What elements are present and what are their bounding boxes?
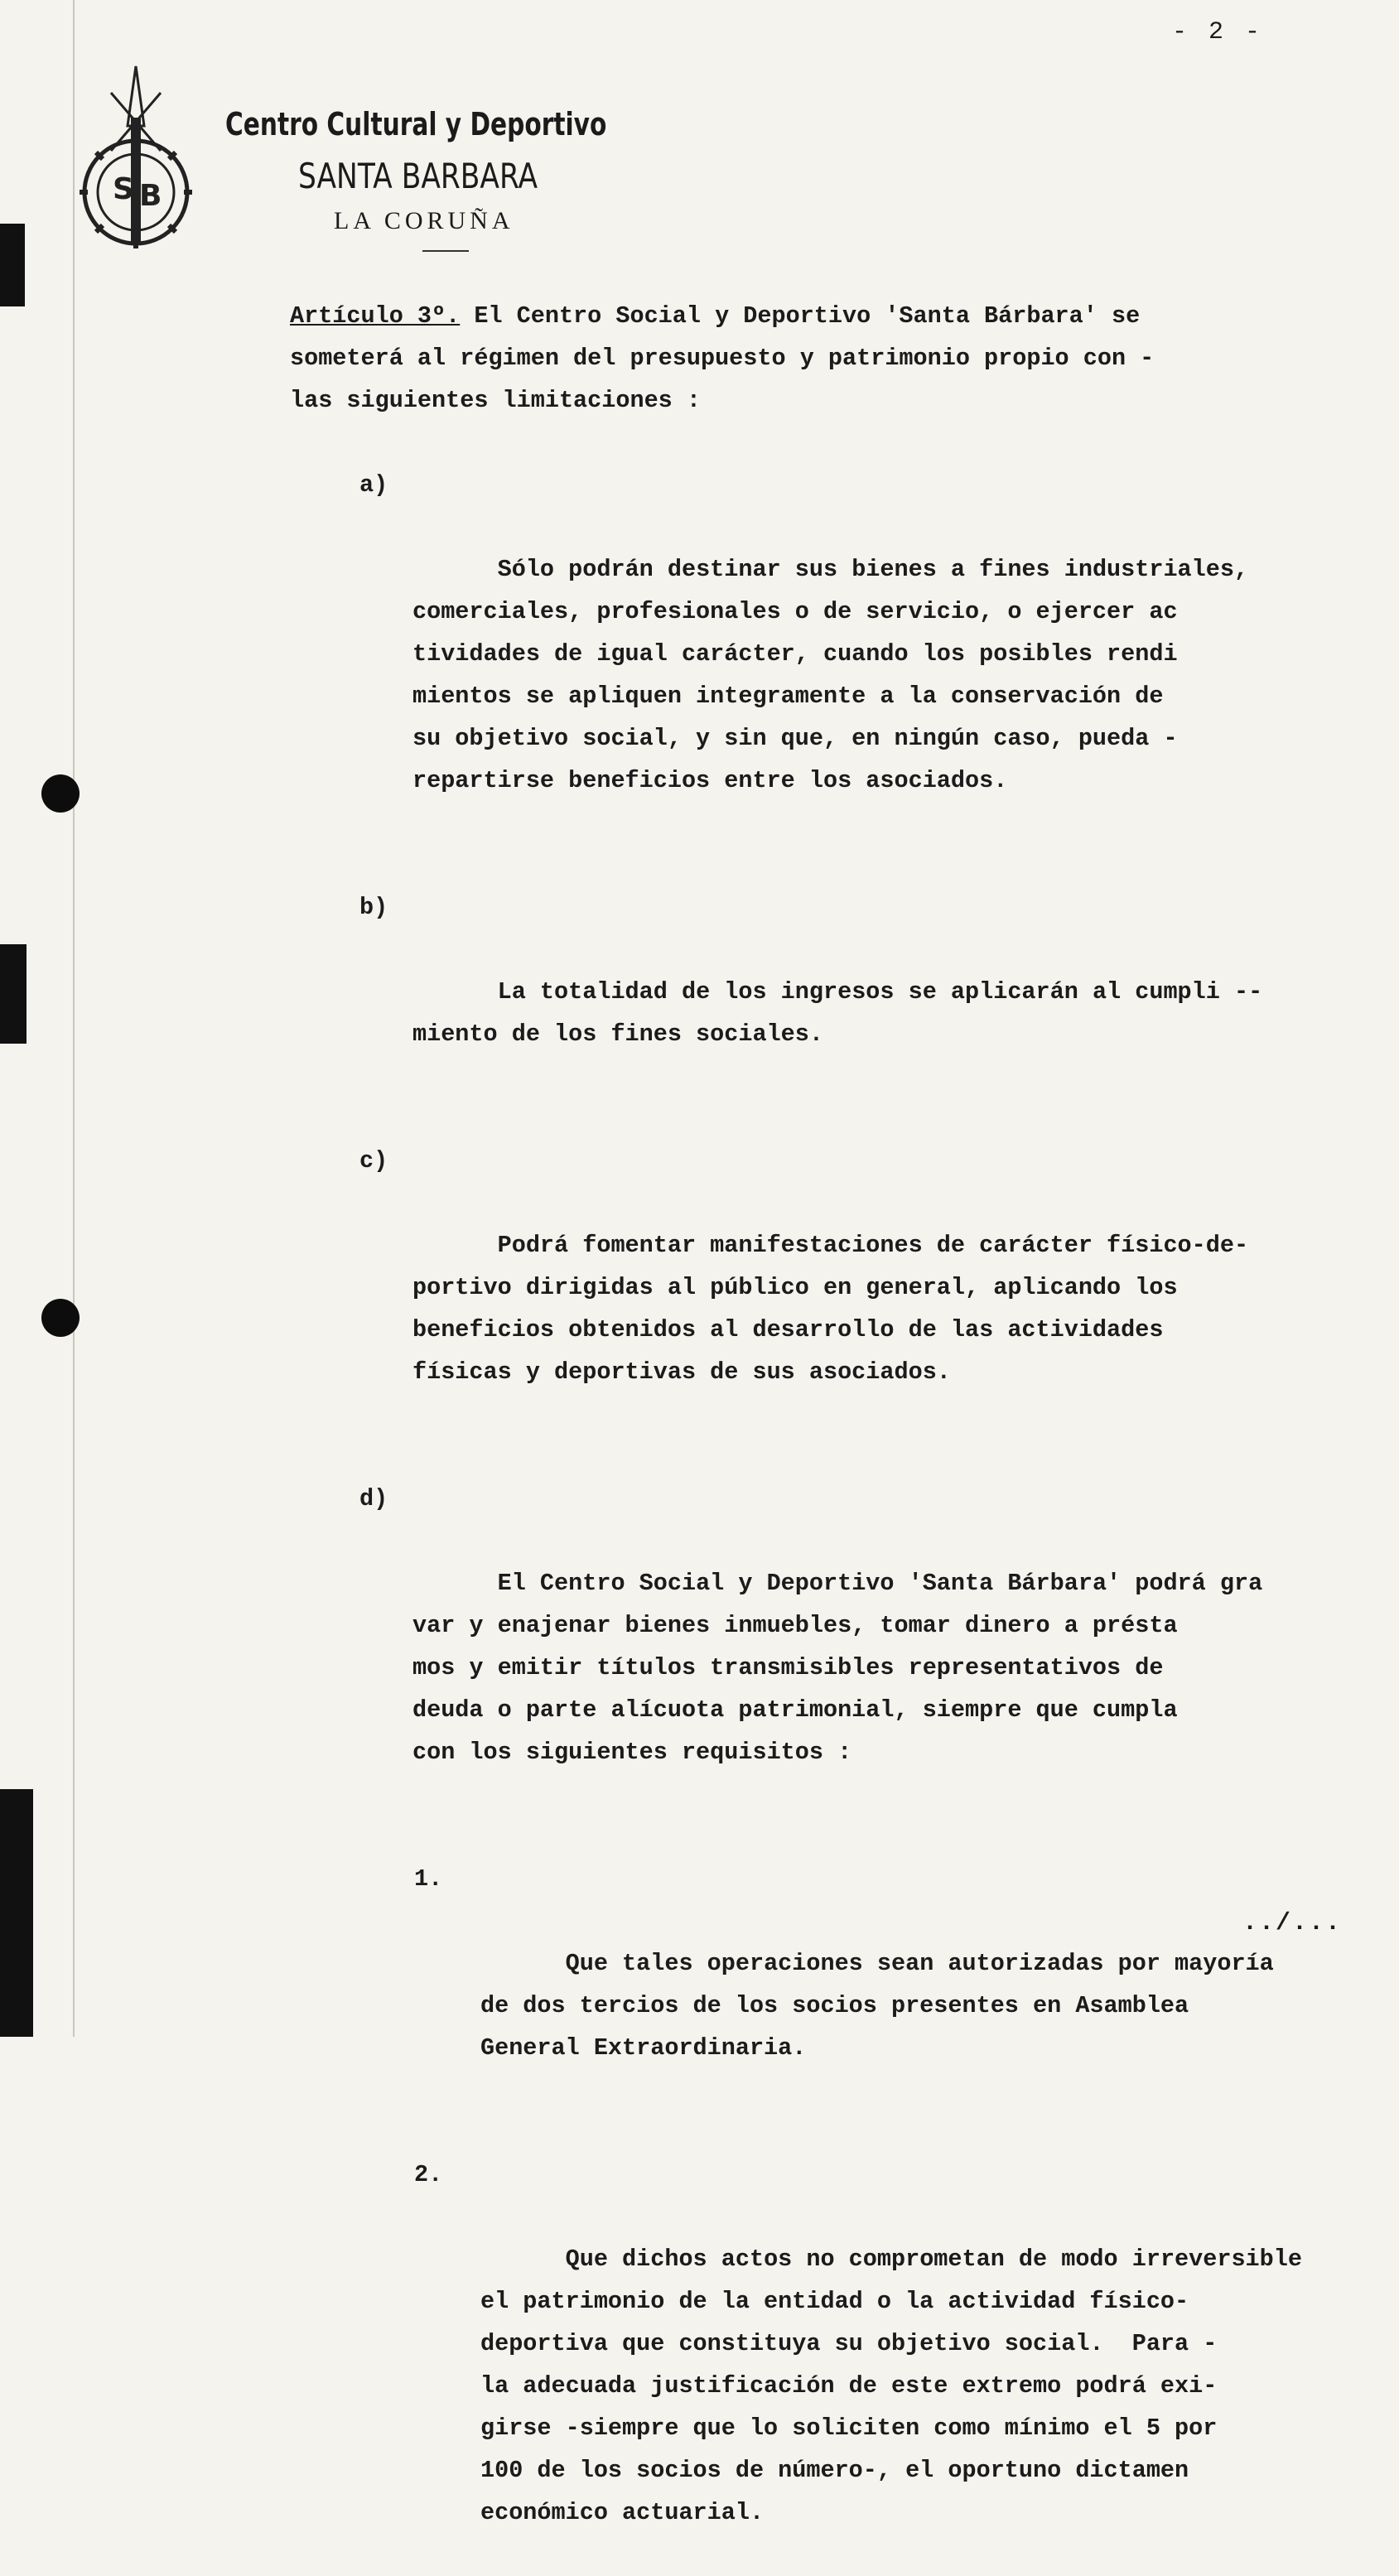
list-item (290, 1478, 1367, 1816)
numbered-item (290, 1858, 1367, 2111)
list-item-letter: d) (359, 1485, 388, 1512)
list-item (290, 886, 1367, 1097)
binding-mark (0, 1789, 33, 2037)
numbered-item (290, 2154, 1367, 2576)
numbered-item-number: 2. (414, 2161, 443, 2188)
list-item (290, 1140, 1367, 1435)
santa-barbara-emblem-icon (78, 60, 194, 258)
list-item-text: La totalidad de los ingresos se aplicarán al cumpli -- miento de los fines sociales. (412, 978, 1263, 1048)
article-intro-text: El Centro Social y Deportivo 'Santa Bárbara' se someterá al régimen del presupuesto y patrimonio propio con - las siguientes limitaciones : (290, 302, 1155, 414)
letterhead-divider (422, 250, 469, 252)
article-intro (290, 295, 1367, 422)
binding-mark (0, 944, 27, 1044)
list-item (290, 464, 1367, 844)
svg-text:B: B (139, 179, 162, 213)
letterhead-city: LA CORUÑA (334, 207, 514, 234)
letterhead-organization-name: Centro Cultural y Deportivo (225, 106, 607, 142)
letterhead-club-name: SANTA BARBARA (298, 156, 538, 196)
list-item-text: Sólo podrán destinar sus bienes a fines industriales, comerciales, profesionales o de servicio, o ejercer ac tividades de igual carácter, cuando los posibles rendi mientos se apliquen integramente a la conservación de su objetivo social, y sin que, en ningún caso, pueda - repartirse beneficios entre los asociados. (412, 556, 1249, 794)
numbered-item-text: Que dichos actos no comprometan de modo irreversible el patrimonio de la entidad o la actividad físico- deportiva que constituya su objetivo social. Para - la adecuada justificación de este extremo podrá exi- girse -siempre que lo soliciten como mínimo el 5 por 100 de los socios de número-, el oportuno dictamen económico actuarial. (480, 2246, 1302, 2526)
punch-hole (41, 774, 80, 813)
binding-mark (0, 224, 25, 306)
article-heading: Artículo 3º. (290, 302, 461, 330)
article-body (290, 295, 1367, 2576)
binding-edge-line (73, 0, 75, 2037)
list-item-letter: a) (359, 471, 388, 499)
list-item-text: El Centro Social y Deportivo 'Santa Bárbara' podrá gra var y enajenar bienes inmuebles, tomar dinero a présta mos y emitir títulos transmisibles representativos de deuda o parte alícuota patrimonial, siempre que cumpla con los siguientes requisitos : (412, 1570, 1263, 1766)
page-number: - 2 - (1172, 18, 1264, 46)
punch-hole (41, 1299, 80, 1337)
list-item-letter: b) (359, 894, 388, 921)
svg-text:S: S (113, 172, 134, 206)
continuation-mark: ../... (1242, 1909, 1343, 1937)
numbered-item-number: 1. (414, 1865, 443, 1893)
numbered-item-text: Que tales operaciones sean autorizadas por mayoría de dos tercios de los socios presentes en Asamblea General Extraordinaria. (480, 1950, 1274, 2062)
list-item-letter: c) (359, 1147, 388, 1175)
list-item-text: Podrá fomentar manifestaciones de carácter físico-de- portivo dirigidas al público en general, aplicando los beneficios obtenidos al desarrollo de las actividades físicas y deportivas de sus asociados. (412, 1232, 1249, 1386)
